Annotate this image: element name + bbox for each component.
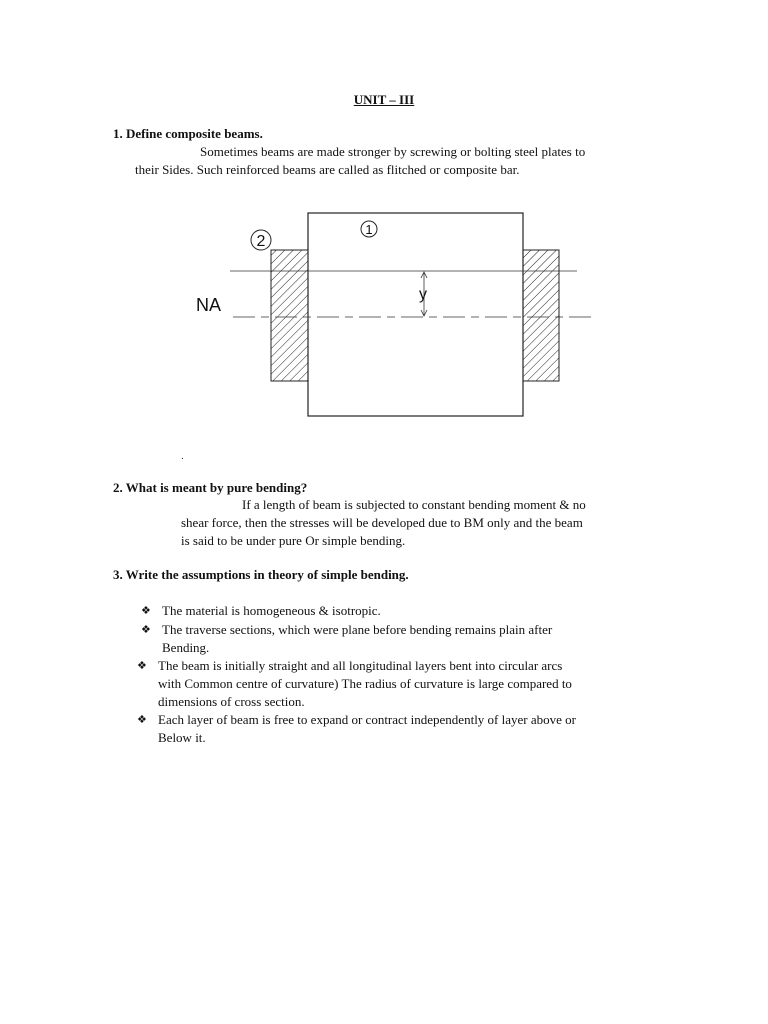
assumption-2-line-1: The traverse sections, which were plane before bending remains plain after (162, 622, 553, 637)
neutral-axis-label: NA (196, 295, 222, 315)
bullet-diamond-icon: ❖ (141, 624, 151, 636)
question-2-line-3: is said to be under pure Or simple bending. (181, 533, 406, 548)
beam-label: 1 (365, 222, 373, 237)
unit-heading: UNIT – III (353, 92, 415, 107)
question-2-title: 2. What is meant by pure bending? (113, 480, 308, 495)
question-2-line-1: If a length of beam is subjected to constant bending moment & no (242, 497, 586, 512)
question-1-title: 1. Define composite beams. (113, 126, 263, 141)
left-steel-plate (271, 250, 308, 381)
right-steel-plate (523, 250, 559, 381)
assumption-4-line-1: Each layer of beam is free to expand or contract independently of layer above or (158, 712, 576, 727)
distance-y-label: y (419, 286, 427, 303)
assumption-1-line-1: The material is homogeneous & isotropic. (162, 603, 381, 618)
bullet-diamond-icon: ❖ (137, 660, 147, 672)
question-1-line-2: their Sides. Such reinforced beams are called as flitched or composite bar. (135, 162, 520, 177)
question-1-line-1: Sometimes beams are made stronger by screwing or bolting steel plates to (200, 144, 586, 159)
question-2-line-2: shear force, then the stresses will be developed due to BM only and the beam (181, 515, 583, 530)
assumption-2-line-2: Bending. (162, 640, 210, 655)
bullet-diamond-icon: ❖ (141, 605, 151, 617)
assumption-1 (141, 602, 701, 620)
assumption-4 (137, 711, 697, 747)
assumption-3-line-1: The beam is initially straight and all longitudinal layers bent into circular arcs (158, 658, 563, 673)
assumption-3-line-2: with Common centre of curvature) The radius of curvature is large compared to (158, 676, 572, 691)
main-beam-section (308, 213, 523, 416)
question-3-title: 3. Write the assumptions in theory of simple bending. (113, 567, 409, 582)
composite-beam-figure (0, 0, 768, 470)
assumption-3-line-3: dimensions of cross section. (158, 694, 305, 709)
bullet-diamond-icon: ❖ (137, 714, 147, 726)
stray-dot: . (181, 451, 184, 462)
plate-label: 2 (256, 233, 266, 250)
assumption-2 (141, 621, 701, 657)
assumption-4-line-2: Below it. (158, 730, 206, 745)
assumption-3 (137, 657, 697, 711)
